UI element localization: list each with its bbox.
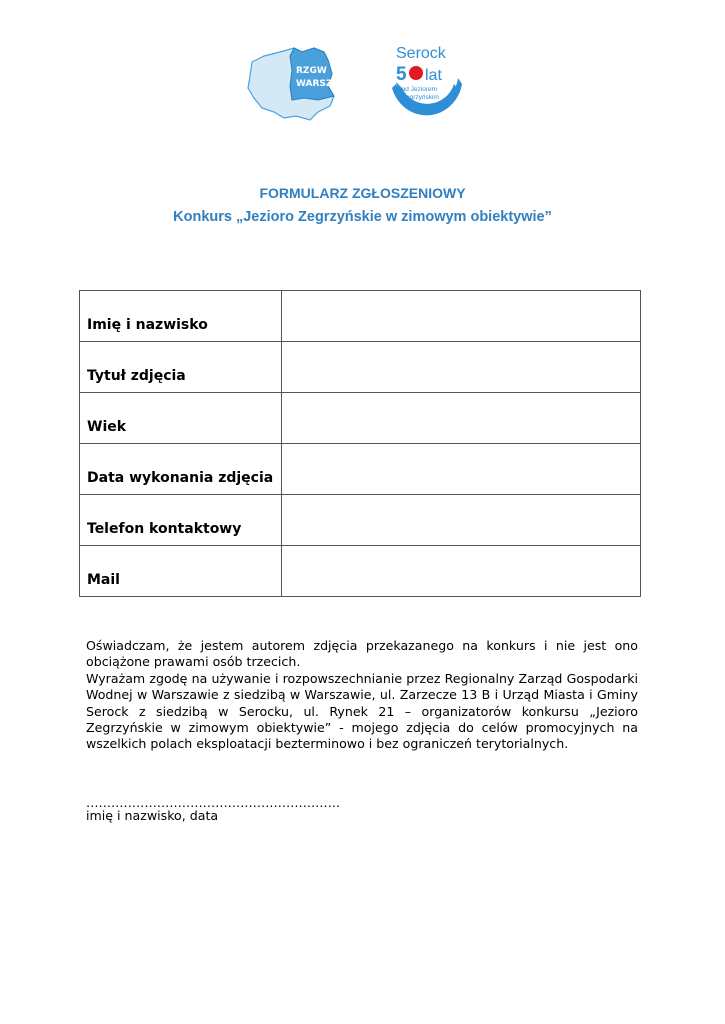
rzgw-warszawa-logo — [244, 40, 356, 126]
name-field[interactable] — [282, 291, 641, 342]
declaration-authorship: Oświadczam, że jestem autorem zdjęcia przekazanego na konkurs i nie jest ono obciążone prawami osób trzecich. — [86, 638, 638, 670]
serock-logo-number: 5 — [396, 64, 407, 85]
form-title: FORMULARZ ZGŁOSZENIOWY — [259, 185, 466, 201]
table-row — [80, 393, 641, 444]
row-label-phone: Telefon kontaktowy — [80, 495, 282, 546]
declaration-text — [86, 638, 638, 753]
age-field[interactable] — [282, 393, 641, 444]
table-row — [80, 342, 641, 393]
row-label-name: Imię i nazwisko — [80, 291, 282, 342]
row-label-age: Wiek — [80, 393, 282, 444]
mail-field[interactable] — [282, 546, 641, 597]
signature-caption: imię i nazwisko, data — [86, 808, 219, 823]
serock-logo-sub1: nad Jeziorem — [398, 86, 438, 93]
table-row — [80, 291, 641, 342]
signature-line: ……………………………………………………. — [86, 795, 340, 810]
serock-logo-lat: lat — [425, 67, 442, 84]
serock-logo-name: Serock — [396, 45, 446, 62]
photo-date-field[interactable] — [282, 444, 641, 495]
serock-logo-red-dot — [409, 66, 423, 80]
photo-title-field[interactable] — [282, 342, 641, 393]
row-label-photo-title: Tytuł zdjęcia — [80, 342, 282, 393]
rzgw-logo-text: RZGW — [296, 66, 327, 76]
table-row — [80, 495, 641, 546]
row-label-mail: Mail — [80, 546, 282, 597]
declaration-consent: Wyrażam zgodę na używanie i rozpowszechnianie przez Regionalny Zarząd Gospodarki Wodnej w Warszawie z siedzibą w Warszawie, ul. Zarzecze 13 B i Urząd Miasta i Gminy Serock z siedzibą w Serocku, ul. Rynek 21 – organizatorów konkursu „Jezioro Zegrzyńskie w zimowym obiektywie” - mojego zdjęcia do celów promocyjnych na wszelkich polach eksploatacji bezterminowo i bez ograniczeń terytorialnych. — [86, 670, 638, 752]
logos-header — [244, 38, 474, 128]
serock-50-lat-logo — [388, 38, 464, 124]
contest-subtitle: Konkurs „Jezioro Zegrzyńskie w zimowym obiektywie” — [173, 209, 552, 225]
application-form-table — [79, 290, 641, 597]
warszawa-logo-text: WARSZAWA — [296, 79, 356, 89]
table-row — [80, 546, 641, 597]
serock-logo-sub2: Zegrzyńskim — [402, 94, 439, 101]
table-row — [80, 444, 641, 495]
row-label-photo-date: Data wykonania zdjęcia — [80, 444, 282, 495]
phone-field[interactable] — [282, 495, 641, 546]
